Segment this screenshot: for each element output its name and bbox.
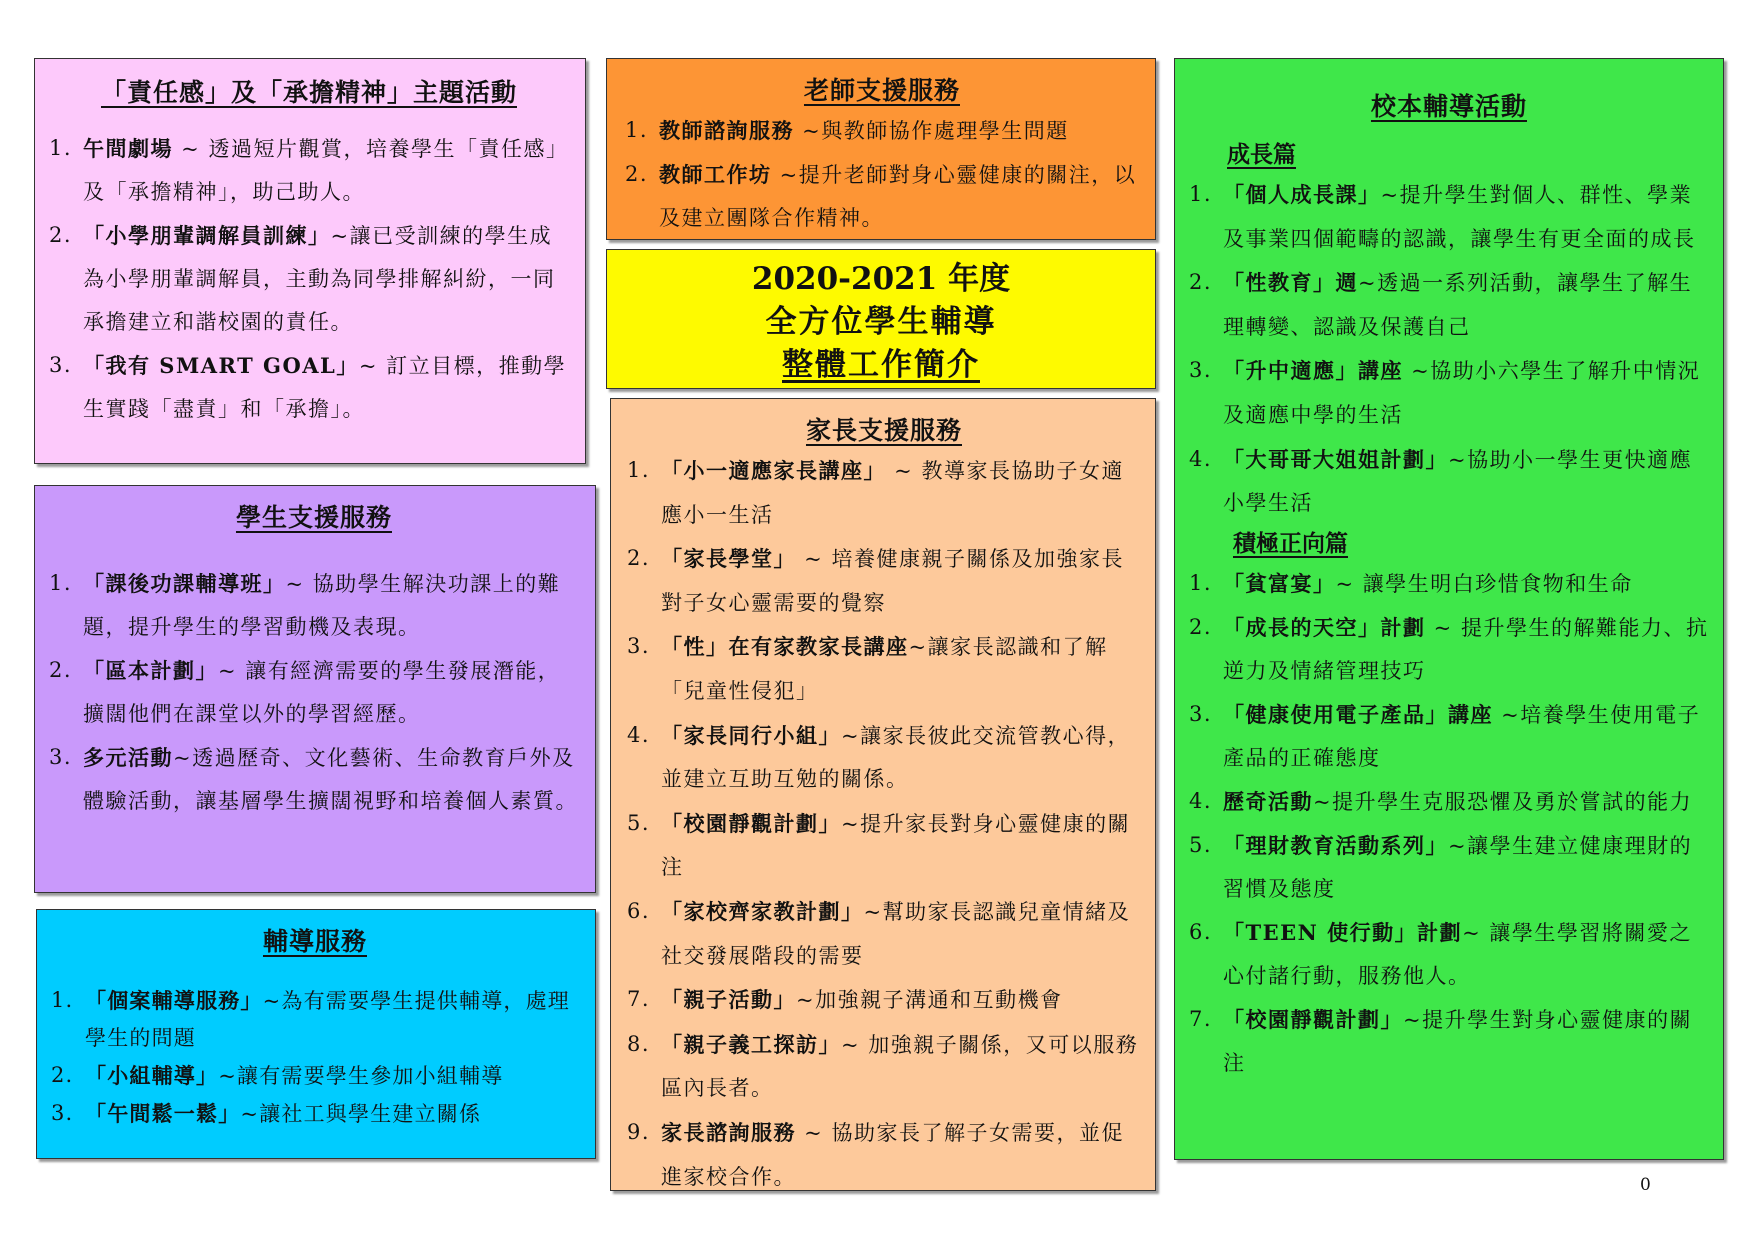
- item-name: 「升中適應」講座: [1223, 358, 1403, 384]
- list-item: [49, 344, 569, 431]
- item-description: ~ 讓學生學習將關愛之心付諸行動，服務他人。: [1223, 920, 1692, 988]
- item-description: ~與教師協作處理學生問題: [794, 119, 1069, 143]
- student-support-box: [34, 485, 596, 893]
- item-name: 「個人成長課」: [1223, 182, 1381, 207]
- list-item: [49, 562, 579, 649]
- main-title-subject: 全方位學生輔導: [765, 304, 997, 340]
- item-number: 1.: [51, 988, 74, 1012]
- item-description: ~培養學生使用電子產品的正確態度: [1223, 702, 1701, 770]
- list-item: [49, 649, 579, 736]
- positive-heading: 積極正向篇: [1233, 529, 1348, 557]
- item-number: 1.: [625, 118, 649, 142]
- item-number: 1.: [1189, 182, 1213, 206]
- item-number: 2.: [1189, 270, 1213, 295]
- item-description: ~ 教導家長協助子女適應小一生活: [661, 459, 1124, 527]
- item-description: ~讓有需要學生參加小組輔導: [218, 1064, 504, 1088]
- item-description: ~協助小六學生了解升中情況及適應中學的生活: [1223, 359, 1701, 427]
- list-item: [1189, 911, 1709, 998]
- list-item: [627, 978, 1141, 1023]
- item-name: 「小一適應家長講座」: [661, 458, 886, 483]
- item-description: ~提升學生對個人、群性、學業及事業四個範疇的認識，讓學生有更全面的成長: [1223, 183, 1696, 251]
- list-item: [627, 625, 1141, 713]
- growth-list: [1189, 173, 1709, 526]
- item-name: 「親子義工探訪」: [661, 1031, 841, 1057]
- counselling-box: [36, 909, 596, 1159]
- item-name: 歷奇活動: [1223, 788, 1313, 814]
- list-item: [1189, 173, 1709, 261]
- growth-heading: 成長篇: [1227, 141, 1296, 168]
- item-name: 「校園靜觀計劃」: [661, 810, 841, 836]
- teacher-support-box: [606, 58, 1156, 240]
- item-number: 1.: [49, 136, 73, 160]
- list-item: [1189, 562, 1709, 606]
- item-name: 「我有 SMART GOAL」: [83, 353, 359, 378]
- list-item: [1189, 824, 1709, 911]
- item-description: ~讓家長認識和了解「兒童性侵犯」: [661, 635, 1108, 703]
- item-number: 4.: [1189, 446, 1213, 471]
- item-name: 「成長的天空」計劃: [1223, 614, 1426, 640]
- item-name: 「大哥哥大姐姐計劃」: [1223, 446, 1448, 472]
- item-number: 1.: [1189, 570, 1213, 595]
- list-item: [1189, 693, 1709, 780]
- item-description: ~ 提升學生的解難能力、抗逆力及情緒管理技巧: [1223, 615, 1709, 683]
- item-number: 3.: [49, 745, 73, 769]
- list-item: [627, 714, 1141, 802]
- responsibility-title: 「責任感」及「承擔精神」主題活動: [100, 78, 517, 107]
- item-number: 3.: [1189, 358, 1213, 383]
- item-description: ~ 協助家長了解子女需要，並促進家校合作。: [661, 1120, 1124, 1189]
- item-name: 「校園靜觀計劃」: [1223, 1006, 1403, 1032]
- list-item: [625, 153, 1139, 240]
- item-number: 3.: [49, 353, 73, 377]
- main-title-subtitle: 整體工作簡介: [782, 347, 980, 383]
- list-item: [1189, 261, 1709, 349]
- item-name: 「健康使用電子產品」講座: [1223, 701, 1493, 727]
- responsibility-box: [34, 58, 586, 464]
- teacher-support-title: 老師支援服務: [803, 76, 960, 105]
- list-item: [1189, 606, 1709, 693]
- item-name: 「區本計劃」: [83, 658, 218, 683]
- item-number: 6.: [1189, 919, 1213, 944]
- item-number: 4.: [1189, 788, 1213, 813]
- student-support-list: [49, 562, 579, 823]
- student-support-title: 學生支援服務: [235, 503, 392, 532]
- item-description: ~ 協助學生解決功課上的難題，提升學生的學習動機及表現。: [83, 572, 561, 639]
- item-number: 5.: [1189, 832, 1213, 857]
- parent-support-title: 家長支援服務: [805, 416, 962, 445]
- item-description: ~ 訂立目標，推動學生實踐「盡責」和「承擔」。: [83, 354, 567, 421]
- item-description: ~協助小一學生更快適應小學生活: [1223, 447, 1693, 516]
- item-number: 3.: [627, 634, 651, 659]
- item-number: 6.: [627, 898, 651, 923]
- item-name: 「小學朋輩調解員訓練」: [83, 223, 331, 248]
- item-description: ~提升老師對身心靈健康的關注，以及建立團隊合作精神。: [659, 163, 1137, 230]
- list-item: [51, 1095, 579, 1133]
- item-description: ~提升學生對身心靈健康的關注: [1223, 1007, 1693, 1075]
- item-description: ~為有需要學生提供輔導，處理學生的問題: [85, 989, 571, 1050]
- school-counselling-title: 校本輔導活動: [1370, 92, 1527, 121]
- parent-support-box: [610, 398, 1156, 1191]
- item-name: 家長諮詢服務: [661, 1119, 796, 1145]
- item-description: ~ 培養健康親子關係及加強家長對子女心靈需要的覺察: [661, 547, 1124, 615]
- item-number: 2.: [49, 658, 73, 682]
- list-item: [51, 1057, 579, 1095]
- item-name: 「親子活動」: [661, 987, 796, 1013]
- list-item: [49, 214, 569, 344]
- list-item: [1189, 998, 1709, 1085]
- item-description: ~透過一系列活動，讓學生了解生理轉變、認識及保護自己: [1223, 271, 1693, 339]
- item-name: 「午間鬆一鬆」: [85, 1101, 241, 1126]
- item-description: ~讓家長彼此交流管教心得，並建立互助互勉的關係。: [661, 723, 1131, 792]
- main-title-box: [606, 249, 1156, 389]
- item-description: ~讓學生建立健康理財的習慣及態度: [1223, 833, 1693, 901]
- list-item: [49, 736, 579, 823]
- item-description: ~ 透過短片觀賞，培養學生「責任感」及「承擔精神」，助己助人。: [83, 137, 569, 204]
- page-number: 0: [1640, 1175, 1651, 1195]
- list-item: [1189, 349, 1709, 437]
- item-number: 3.: [1189, 701, 1213, 726]
- item-description: ~讓社工與學生建立關係: [240, 1102, 482, 1126]
- item-number: 1.: [49, 571, 73, 595]
- list-item: [627, 1111, 1141, 1191]
- list-item: [627, 890, 1141, 978]
- item-name: 「性」在有家教家長講座: [661, 634, 909, 660]
- item-number: 5.: [627, 810, 651, 835]
- item-name: 「個案輔導服務」: [85, 988, 263, 1013]
- main-title-year: 2020-2021 年度: [751, 261, 1011, 297]
- item-number: 2.: [627, 546, 651, 571]
- list-item: [627, 449, 1141, 537]
- item-number: 4.: [627, 722, 651, 747]
- item-number: 2.: [51, 1063, 74, 1087]
- item-description: ~加強親子溝通和互動機會: [796, 988, 1063, 1013]
- item-name: 「TEEN 使行動」計劃: [1223, 919, 1463, 945]
- counselling-list: [51, 982, 579, 1133]
- list-item: [627, 802, 1141, 890]
- list-item: [1189, 438, 1709, 526]
- item-description: ~提升家長對身心靈健康的關注: [661, 811, 1131, 880]
- item-description: ~讓已受訓練的學生成為小學朋輩調解員，主動為同學排解糾紛，一同承擔建立和諧校園的責任。: [83, 224, 556, 334]
- item-name: 多元活動: [83, 745, 173, 770]
- item-name: 「家長同行小組」: [661, 722, 841, 748]
- item-name: 「理財教育活動系列」: [1223, 832, 1448, 858]
- item-number: 7.: [627, 987, 651, 1012]
- counselling-title: 輔導服務: [262, 927, 367, 956]
- item-name: 「課後功課輔導班」: [83, 571, 286, 596]
- item-number: 7.: [1189, 1006, 1213, 1031]
- item-number: 2.: [1189, 614, 1213, 639]
- item-description: ~ 加強親子關係，又可以服務區內長者。: [661, 1032, 1139, 1101]
- list-item: [625, 109, 1139, 153]
- list-item: [627, 1023, 1141, 1111]
- teacher-support-list: [625, 109, 1139, 240]
- list-item: [51, 982, 579, 1057]
- item-name: 「家校齊家教計劃」: [661, 898, 864, 924]
- item-number: 9.: [627, 1119, 651, 1144]
- list-item: [627, 537, 1141, 625]
- item-name: 「貧富宴」: [1223, 570, 1336, 596]
- item-description: ~提升學生克服恐懼及勇於嘗試的能力: [1313, 789, 1693, 814]
- item-name: 「小組輔導」: [85, 1063, 219, 1088]
- item-name: 教師諮詢服務: [659, 118, 794, 143]
- item-name: 教師工作坊: [659, 162, 772, 187]
- item-number: 2.: [625, 162, 649, 186]
- item-description: ~ 讓有經濟需要的學生發展潛能，擴闊他們在課堂以外的學習經歷。: [83, 659, 561, 726]
- item-description: ~幫助家長認識兒童情緒及社交發展階段的需要: [661, 899, 1131, 968]
- parent-support-list: [627, 449, 1141, 1191]
- item-number: 1.: [627, 458, 651, 482]
- item-name: 午間劇場: [83, 136, 173, 161]
- list-item: [1189, 780, 1709, 824]
- responsibility-list: [49, 127, 569, 431]
- item-description: ~透過歷奇、文化藝術、生命教育戶外及體驗活動，讓基層學生擴闊視野和培養個人素質。: [83, 746, 578, 813]
- list-item: [49, 127, 569, 214]
- item-number: 8.: [627, 1031, 651, 1056]
- school-counselling-box: [1174, 58, 1724, 1160]
- item-name: 「家長學堂」: [661, 546, 796, 572]
- item-description: ~ 讓學生明白珍惜食物和生命: [1335, 571, 1633, 596]
- positive-list: [1189, 562, 1709, 1085]
- item-name: 「性教育」週: [1223, 270, 1358, 296]
- item-number: 2.: [49, 223, 73, 247]
- item-number: 3.: [51, 1101, 74, 1125]
